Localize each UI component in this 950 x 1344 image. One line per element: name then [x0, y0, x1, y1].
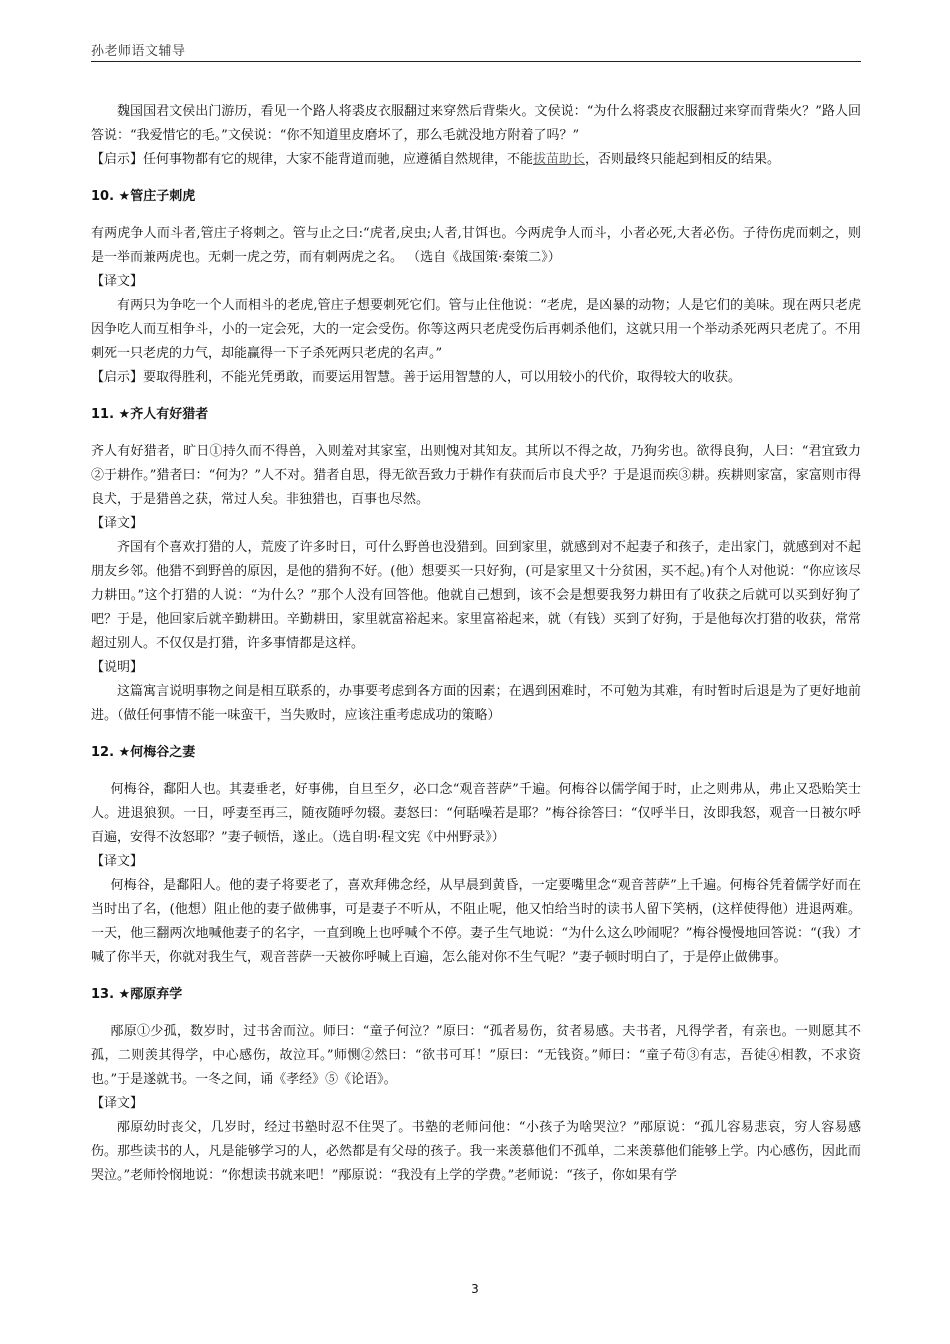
header-divider	[91, 61, 861, 62]
section-10-moral: 【启示】要取得胜利，不能光凭勇敢，而要运用智慧。善于运用智慧的人，可以用较小的代价，取得较大的收获。	[91, 370, 742, 385]
section-13-label: 【译文】	[91, 1096, 144, 1111]
section-11-note: 这篇寓言说明事物之间是相互联系的，办事要考虑到各方面的因素；在遇到困难时，不可勉为其难，有时暂时后退是为了更好地前进。（做任何事情不能一味蛮干，当失败时，应该注重考虑成功的策略）	[91, 684, 861, 723]
intro-story: 魏国国君文侯出门游历，看见一个路人将裘皮衣服翻过来穿然后背柴火。文侯说：“为什么将裘皮衣服翻过来穿而背柴火？”路人回答说：“我爱惜它的毛。”文侯说：“你不知道里皮磨坏了，那么毛就没地方附着了吗？”	[91, 104, 861, 143]
section-10-translation: 有两只为争吃一个人而相斗的老虎,管庄子想要刺死它们。管与止住他说：“老虎，是凶暴的动物；人是它们的美味。现在两只老虎因争吃人而互相争斗，小的一定会死，大的一定会受伤。你等这两只老虎受伤后再刺杀他们，这就只用一个举动杀死两只老虎了。不用刺死一只老虎的力气，却能赢得一下子杀死两只老虎的名声。”	[91, 298, 861, 361]
section-13-title: 13. ★邴原弃学	[91, 987, 183, 1002]
section-11-title: 11. ★齐人有好猎者	[91, 407, 209, 422]
section-12-original: 何梅谷，鄱阳人也。其妻垂老，好事佛，自旦至夕，必口念“观音菩萨”千遍。何梅谷以儒学闻于时，止之则弗从，弗止又恐贻笑士人。进退狼狈。一日，呼妻至再三，随夜随呼勿辍。妻怒曰：“何聒噪若是耶？”梅谷徐答曰：“仅呼半日，汝即我怒，观音一日被尔呼百遍，安得不汝怒耶？”妻子顿悟，遂止。（选自明·程文宪《中州野录》）	[91, 782, 861, 845]
intro-moral	[91, 148, 861, 172]
section-10-title: 10. ★管庄子刺虎	[91, 189, 196, 204]
intro-moral-post: ，否则最终只能起到相反的结果。	[585, 152, 781, 167]
section-12-title: 12. ★何梅谷之妻	[91, 745, 196, 760]
intro-moral-pre: 【启示】任何事物都有它的规律，大家不能背道而驰，应遵循自然规律，不能	[91, 152, 534, 167]
section-13-translation: 邴原幼时丧父，几岁时，经过书塾时忍不住哭了。书塾的老师问他：“小孩子为啥哭泣？”邴原说：“孤儿容易悲哀，穷人容易感伤。那些读书的人，凡是能够学习的人，必然都是有父母的孩子。我一来羡慕他们不孤单，二来羡慕他们能够上学。内心感伤，因此而哭泣。”老师怜悯地说：“你想读书就来吧！”邴原说：“我没有上学的学费。”老师说：“孩子，你如果有学	[91, 1120, 861, 1183]
document-body	[91, 100, 861, 1188]
page-header-title: 孙老师语文辅导	[91, 44, 186, 59]
section-11-label2: 【说明】	[91, 660, 144, 675]
section-10-label: 【译文】	[91, 274, 144, 289]
section-11-label: 【译文】	[91, 516, 144, 531]
section-10-original: 有两虎争人而斗者,管庄子将刺之。管与止之曰:“虎者,戾虫;人者,甘饵也。今两虎争人而斗，小者必死,大者必伤。子待伤虎而刺之，则是一举而兼两虎也。无刺一虎之劳，而有刺两虎之名。 （选自《战国策·秦策二》）	[91, 226, 861, 265]
section-13-original: 邴原①少孤，数岁时，过书舍而泣。师曰：“童子何泣？”原曰：“孤者易伤，贫者易感。夫书者，凡得学者，有亲也。一则愿其不孤，二则羡其得学，中心感伤，故泣耳。”师恻②然曰：“欲书可耳！”原曰：“无钱资。”师曰：“童子苟③有志，吾徒④相教，不求资也。”于是遂就书。一冬之间，诵《孝经》⑤《论语》。	[91, 1024, 861, 1087]
section-11-translation: 齐国有个喜欢打猎的人，荒废了许多时日，可什么野兽也没猎到。回到家里，就感到对不起妻子和孩子，走出家门，就感到对不起朋友乡邻。他猎不到野兽的原因，是他的猎狗不好。(他）想要买一只好狗，(可是家里又十分贫困，买不起。)有个人对他说：“你应该尽力耕田。”这个打猎的人说：“为什么？”那个人没有回答他。他就自己想到，该不会是想要我努力耕田有了收获之后就可以买到好狗了吧？于是，他回家后就辛勤耕田。辛勤耕田，家里就富裕起来。家里富裕起来，就（有钱）买到了好狗，于是他每次打猎的收获，常常超过别人。不仅仅是打猎，许多事情都是这样。	[91, 540, 861, 651]
section-11-original: 齐人有好猎者，旷日①持久而不得兽，入则羞对其家室，出则愧对其知友。其所以不得之故，乃狗劣也。欲得良狗，人曰：“君宜致力②于耕作。”猎者曰：“何为？”人不对。猎者自思，得无欲吾致力于耕作有获而后市良犬乎？于是退而疾③耕。疾耕则家富，家富则市得良犬，于是猎兽之获，常过人矣。非独猎也，百事也尽然。	[91, 444, 861, 507]
section-12-label: 【译文】	[91, 854, 144, 869]
page-number: 3	[471, 1282, 479, 1296]
section-12-translation: 何梅谷，是鄱阳人。他的妻子将要老了，喜欢拜佛念经，从早晨到黄昏，一定要嘴里念“观音菩萨”上千遍。何梅谷凭着儒学好而在当时出了名，(他想）阻止他的妻子做佛事，可是妻子不听从，不阻止呢，他又怕给当时的读书人留下笑柄，(这样使得他）进退两难。一天，他三翻两次地喊他妻子的名字，一直到晚上也呼喊个不停。妻子生气地说：“为什么这么吵闹呢？”梅谷慢慢地回答说：“(我）才喊了你半天，你就对我生气，观音菩萨一天被你呼喊上百遍，怎么能对你不生气呢？”妻子顿时明白了，于是停止做佛事。	[91, 878, 861, 965]
moral-link[interactable]: 拔苗助长	[533, 152, 586, 167]
